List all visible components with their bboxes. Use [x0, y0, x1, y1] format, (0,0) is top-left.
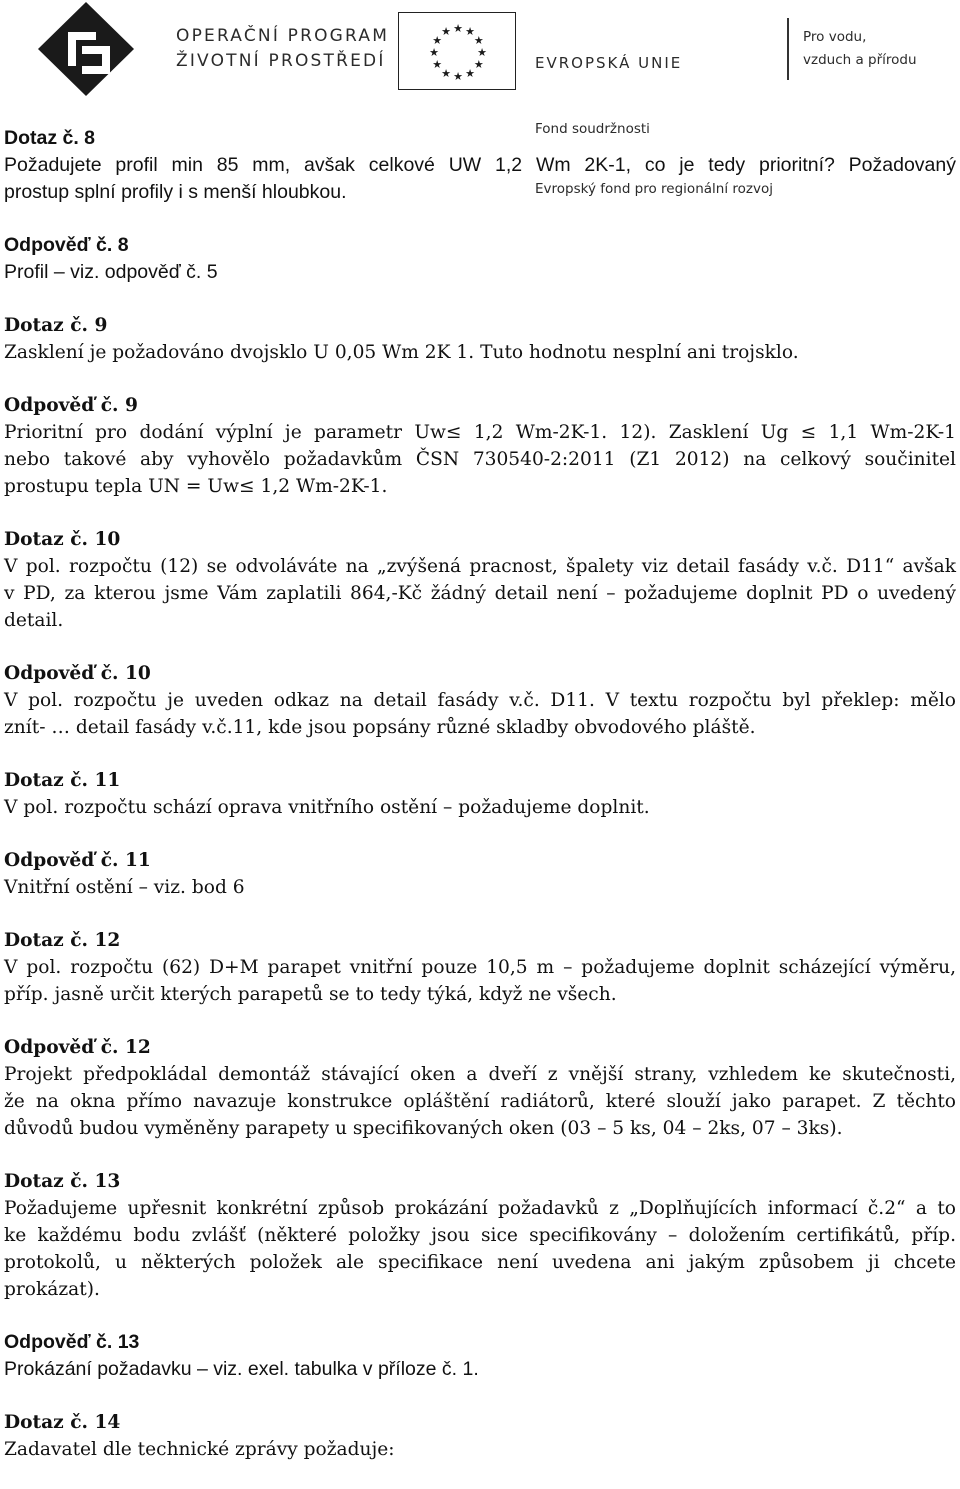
question-block: [4, 1409, 956, 1463]
block-text-line: prostup splní profily i s menší hloubkou.: [4, 181, 347, 203]
block-text-line: že na okna přímo navazuje konstrukce opláštění radiátorů, které slouží jako parapet. Z těchto: [4, 1091, 956, 1112]
header-divider: [787, 18, 789, 80]
block-heading: Dotaz č. 14: [4, 1412, 121, 1433]
block-heading: Dotaz č. 9: [4, 315, 108, 336]
block-heading: Dotaz č. 13: [4, 1171, 121, 1192]
block-text-line: Zadavatel dle technické zprávy požaduje:: [4, 1439, 395, 1460]
block-text-line: Profil – viz. odpověď č. 5: [4, 261, 218, 283]
eu-star-icon: ★: [453, 22, 463, 35]
slogan: [803, 26, 917, 72]
opzp-line1: OPERAČNÍ PROGRAM: [176, 26, 390, 46]
eu-star-icon: ★: [477, 46, 487, 59]
block-text-line: příp. jasně určit kterých parapetů se to tedy týká, když ne všech.: [4, 984, 617, 1005]
block-text-line: V pol. rozpočtu (62) D+M parapet vnitřní pouze 10,5 m – požadujeme doplnit scházející výměru,: [4, 957, 956, 978]
block-text-line: Prokázání požadavku – viz. exel. tabulka v příloze č. 1.: [4, 1358, 479, 1380]
block-text-line: nebo takové aby vyhovělo požadavkům ČSN 730540-2:2011 (Z1 2012) na celkový součinitel: [4, 449, 956, 470]
document-body: [4, 125, 956, 1489]
question-block: [4, 927, 956, 1008]
question-block: [4, 767, 956, 821]
block-text-line: prostupu tepla UN = Uw≤ 1,2 Wm-2K-1.: [4, 476, 388, 497]
block-text-line: Projekt předpokládal demontáž stávající oken a dveří z vnější strany, vzhledem ke skutečnosti,: [4, 1064, 956, 1085]
answer-block: [4, 392, 956, 500]
block-text-line: Požadujete profil min 85 mm, avšak celkové UW 1,2 Wm 2K-1, co je tedy prioritní? Požadovaný: [4, 154, 956, 176]
question-block: [4, 125, 956, 206]
eu-title: EVROPSKÁ UNIE: [535, 54, 683, 72]
opzp-program-name: [176, 24, 389, 74]
block-heading: Odpověď č. 11: [4, 850, 151, 871]
opzp-logo-icon: [38, 2, 134, 96]
eu-star-icon: ★: [441, 66, 451, 80]
eu-star-icon: ★: [441, 25, 451, 39]
block-heading: Odpověď č. 13: [4, 1331, 140, 1353]
answer-block: [4, 1034, 956, 1142]
block-text-line: Prioritní pro dodání výplní je parametr Uw≤ 1,2 Wm-2K-1. 12). Zasklení Ug ≤ 1,1 Wm-2K-1: [4, 422, 956, 443]
block-text-line: Vnitřní ostění – viz. bod 6: [4, 877, 245, 898]
block-heading: Dotaz č. 11: [4, 770, 121, 791]
eu-star-icon: ★: [453, 70, 463, 83]
answer-block: [4, 232, 956, 286]
answer-block: [4, 847, 956, 901]
block-text-line: v PD, za kterou jsme Vám zaplatili 864,-Kč žádný detail není – požadujeme doplnit PD o uvedený: [4, 583, 956, 604]
slogan-line1: Pro vodu,: [803, 29, 867, 45]
block-text-line: znít- … detail fasády v.č.11, kde jsou popsány různé skladby obvodového pláště.: [4, 717, 756, 738]
block-text-line: ke každému bodu zvlášť (některé položky jsou sice specifikovány – doložením certifikátů, příp.: [4, 1225, 956, 1246]
block-heading: Odpověď č. 9: [4, 395, 138, 416]
slogan-line2: vzduch a přírodu: [803, 52, 917, 68]
block-text-line: V pol. rozpočtu je uveden odkaz na detail fasády v.č. D11. V textu rozpočtu byl překlep: mělo: [4, 690, 956, 711]
block-text-line: protokolů, u některých položek ale specifikace není uvedena ani jakým způsobem ji chcete: [4, 1252, 956, 1273]
eu-fund2: Evropský fond pro regionální rozvoj: [535, 181, 773, 197]
block-text-line: důvodů budou vyměněny parapety u specifikovaných oken (03 – 5 ks, 04 – 2ks, 07 – 3ks).: [4, 1118, 843, 1139]
eu-fund1: Fond soudržnosti: [535, 121, 650, 137]
block-text-line: Požadujeme upřesnit konkrétní způsob prokázání požadavků z „Doplňujících informací č.2“ a to: [4, 1198, 956, 1219]
answer-block: [4, 1329, 956, 1383]
eu-star-icon: ★: [465, 25, 475, 39]
eu-star-icon: ★: [432, 58, 443, 71]
block-text-line: V pol. rozpočtu (12) se odvoláváte na „zvýšená pracnost, špalety viz detail fasády v.č. D11“ avšak: [4, 556, 956, 577]
question-block: [4, 1168, 956, 1303]
block-text-line: Zasklení je požadováno dvojsklo U 0,05 Wm 2K 1. Tuto hodnotu nesplní ani trojsklo.: [4, 342, 799, 363]
block-heading: Dotaz č. 12: [4, 930, 121, 951]
block-text-line: prokázat).: [4, 1279, 100, 1300]
block-heading: Odpověď č. 12: [4, 1037, 151, 1058]
eu-star-icon: ★: [473, 58, 484, 71]
question-block: [4, 312, 956, 366]
block-text-line: V pol. rozpočtu schází oprava vnitřního ostění – požadujeme doplnit.: [4, 797, 650, 818]
block-heading: Dotaz č. 10: [4, 529, 121, 550]
block-text-line: detail.: [4, 610, 64, 631]
answer-block: [4, 660, 956, 741]
eu-star-icon: ★: [432, 34, 443, 47]
question-block: [4, 526, 956, 634]
opzp-line2: ŽIVOTNÍ PROSTŘEDÍ: [176, 51, 386, 71]
eu-star-icon: ★: [473, 34, 484, 47]
eu-star-icon: ★: [465, 66, 475, 80]
block-heading: Odpověď č. 8: [4, 234, 129, 256]
block-heading: Dotaz č. 8: [4, 127, 96, 149]
eu-star-icon: ★: [429, 46, 439, 59]
block-heading: Odpověď č. 10: [4, 663, 151, 684]
eu-flag-icon: [398, 12, 516, 90]
